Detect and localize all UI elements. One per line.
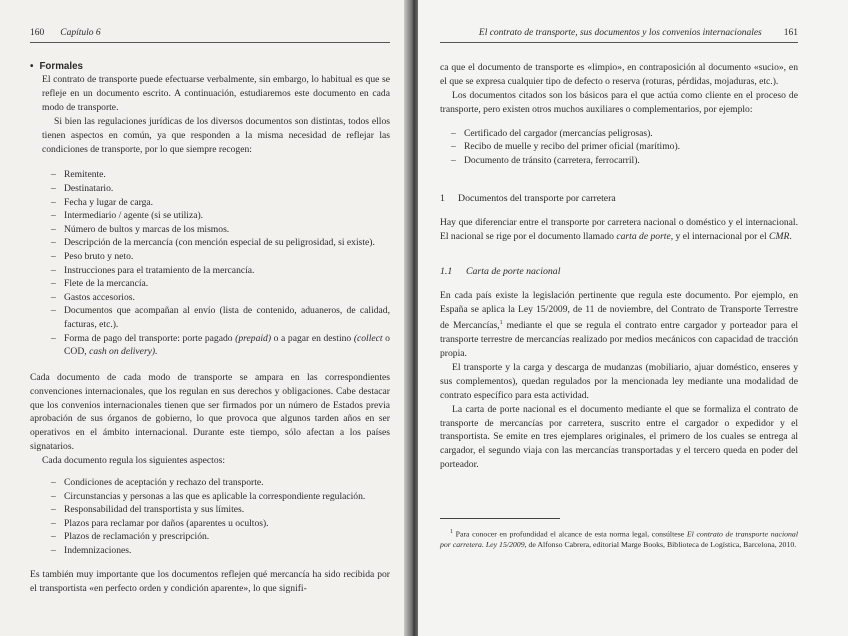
subsection-paragraph-3: La carta de porte nacional es el documento mediante el que se formaliza el contrato de transporte de mercancías por carretera, suscrito entre el cargador o expedidor y el transportista. Se emite en tres ejemplares originales, el primero de los cuales se entrega al cargador, el segundo viaja con las mercancías transportadas y el tercero queda en poder del porteador.	[440, 403, 798, 471]
left-page-number: 160	[30, 28, 45, 38]
intro-paragraph-1: El contrato de transporte puede efectuarse verbalmente, sin embargo, lo habitual es que se refleje en un documento escrito. A continuación, estudiaremos este documento en cada modo de transporte.	[42, 74, 390, 113]
list-item: – Fecha y lugar de carga.	[64, 196, 390, 210]
list-item: – Plazos de reclamación y prescripción.	[64, 530, 390, 544]
list-item: – Descripción de la mercancía (con mención especial de su peligrosidad, si existe).	[64, 236, 390, 250]
footnote-rule	[440, 518, 560, 519]
list-item: – Responsabilidad del transportista y sus límites.	[64, 503, 390, 517]
list-item: – Recibo de muelle y recibo del primer oficial (marítimo).	[464, 140, 798, 154]
list-item: – Intermediario / agente (si se utiliza).	[64, 209, 390, 223]
list-item: – Instrucciones para el tratamiento de la mercancía.	[64, 264, 390, 278]
section-heading: 1 Documentos del transporte por carretera	[440, 193, 616, 205]
documents-paragraph: Los documentos citados son los básicos para el que actúa como cliente en el proceso de transporte, pero existen otros muchos auxiliares o complementarios, por ejemplo:	[440, 89, 798, 115]
aspects-intro: Cada documento regula los siguientes aspectos:	[42, 455, 226, 467]
right-chapter-title: El contrato de transporte, sus documentos y los convenios internacionales	[478, 28, 762, 38]
list-item: – Circunstancias y personas a las que es aplicable la correspondiente regulación.	[64, 490, 390, 504]
requirements-list	[30, 168, 390, 358]
list-item: – Gastos accesorios.	[64, 291, 390, 305]
list-item-payment: – Forma de pago del transporte: porte pagado (prepaid) o a pagar en destino (collect o COD, cash on delivery).	[64, 332, 390, 359]
list-item: – Documentos que acompañan al envío (lista de contenido, aduaneros, de calidad, facturas, etc.).	[64, 304, 390, 331]
left-running-head	[30, 28, 390, 43]
list-item: – Peso bruto y neto.	[64, 250, 390, 264]
left-page	[0, 0, 408, 636]
list-item: – Certificado del cargador (mercancías peligrosas).	[464, 127, 798, 141]
continuation-paragraph: ca que el documento de transporte es «limpio», en contraposición al documento «sucio», en el que se expresa cualquier tipo de defecto o reserva (roturas, pérdidas, mojaduras, etc.).	[440, 62, 798, 87]
aspects-list	[30, 476, 390, 558]
intro-paragraph-2: Si bien las regulaciones jurídicas de los diversos documentos son distintas, todos ellos tienen aspectos en común, ya que responden a la misma necesidad de reflejar las condiciones de transporte, por lo que siempre recogen:	[42, 115, 390, 155]
conventions-paragraph: Cada documento de cada modo de transporte se ampara en las correspondientes convenciones internacionales, que los regulan en sus derechos y obligaciones. Cabe destacar que los convenios internacionales tienen que ser firmados por un número de Estados previa aprobación de sus órganos de gobierno, lo que provoca que algunos tarden años en ser operativos en el ámbito internacional. Durante este tiempo, sólo afectan a los países signatarios.	[30, 371, 390, 453]
list-item: – Indemnizaciones.	[64, 544, 390, 558]
list-item: – Número de bultos y marcas de los mismos.	[64, 223, 390, 237]
list-item: – Plazos para reclamar por daños (aparentes u ocultos).	[64, 517, 390, 531]
footnote: $^1$ Para conocer en profundidad el alcance de esta norma legal, consúltese El contrato de transporte nacional por carretera. Ley 15/2009, de Alfonso Cabrera, editorial Marge Books, Biblioteca de Logística, Barcelona, 2010.	[440, 529, 798, 550]
subsection-paragraph-1: En cada país existe la legislación pertinente que regula este documento. Por ejemplo, en España se aplica la Ley 15/2009, de 11 de noviembre, del Contrato de Transporte Terrestre de Mercancías,$^1$ mediante el que se regula el contrato entre cargador y porteador para el transporte terrestre de mercancías realizado por medios mecánicos con capacidad de tracción propia.	[440, 290, 798, 360]
bullet-heading: • Formales	[30, 61, 83, 72]
list-item: – Flete de la mercancía.	[64, 277, 390, 291]
right-page	[418, 0, 848, 636]
closing-paragraph: Es también muy importante que los documentos reflejen qué mercancía ha sido recibida por el transportista «en perfecto orden y condición aparente», lo que signifi-	[30, 568, 390, 594]
list-item: – Remitente.	[64, 168, 390, 182]
bullet-dot-icon: •	[30, 61, 34, 72]
section-paragraph: Hay que diferenciar entre el transporte por carretera nacional o doméstico y el internacional. El nacional se rige por el documento llamado carta de porte, y el internacional por el CMR.	[440, 217, 798, 243]
left-chapter-title: Capítulo 6	[60, 28, 101, 38]
right-running-head	[440, 28, 798, 43]
subsection-heading: 1.1 Carta de porte nacional	[440, 266, 561, 278]
right-page-number: 161	[783, 28, 798, 38]
list-item: – Documento de tránsito (carretera, ferrocarril).	[464, 154, 798, 168]
subsection-paragraph-2: El transporte y la carga y descarga de mudanzas (mobiliario, ajuar doméstico, enseres y sus complementos), quedan regulados por la mencionada ley mediante una modalidad de contrato específico para esta actividad.	[440, 361, 798, 401]
documents-list	[440, 127, 798, 168]
list-item: – Condiciones de aceptación y rechazo del transporte.	[64, 476, 390, 490]
list-item: – Destinatario.	[64, 182, 390, 196]
